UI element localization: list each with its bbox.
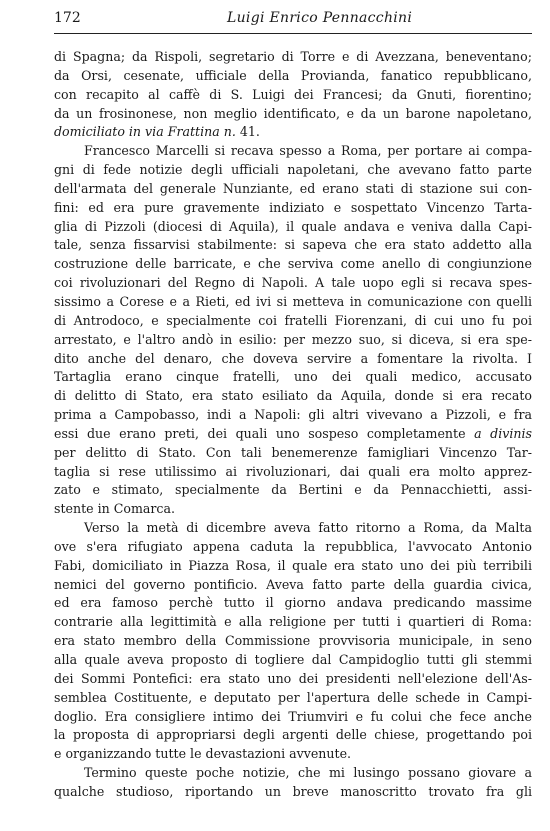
text-line: contrarie alla legittimità e alla religione per tutti i quartieri di Roma: bbox=[54, 614, 532, 630]
text-line: doglio. Era consigliere intimo dei Triumviri e fu colui che fece anche bbox=[54, 708, 532, 724]
page-number: 172 bbox=[54, 10, 81, 26]
text-line: nemici del governo pontificio. Aveva fatto parte della guardia civica, bbox=[54, 576, 532, 592]
text-line: di Spagna; da Rispoli, segretario di Torre e di Avezzana, beneventano; bbox=[54, 49, 532, 64]
text-line: da un frosinonese, non meglio identificato, e da un barone napoletano, bbox=[54, 105, 532, 121]
text-line: prima a Campobasso, indi a Napoli: gli altri vivevano a Pizzoli, e fra bbox=[54, 407, 532, 423]
text-line: Verso la metà di dicembre aveva fatto ritorno a Roma, da Malta bbox=[84, 520, 532, 536]
text-line: fini: ed era pure gravemente indiziato e sospettato Vincenzo Tarta- bbox=[54, 199, 532, 215]
text-line: ed era famoso perchè tutto il giorno andava predicando massime bbox=[54, 595, 532, 611]
text-line: ove s'era rifugiato appena caduta la repubblica, l'avvocato Antonio bbox=[54, 538, 532, 554]
running-title: Luigi Enrico Pennacchini bbox=[227, 10, 413, 26]
text-line: di Antrodoco, e specialmente coi fratelli Fiorenzani, di cui uno fu poi bbox=[54, 312, 532, 328]
text-line: dell'armata del generale Nunziante, ed erano stati di stazione sui con- bbox=[54, 180, 532, 196]
body-text bbox=[54, 48, 532, 802]
text-line: Francesco Marcelli si recava spesso a Roma, per portare ai compa- bbox=[84, 143, 532, 159]
text-line: taglia si rese utilissimo ai rivoluzionari, dai quali era molto apprez- bbox=[54, 463, 532, 479]
text-line: per delitto di Stato. Con tali benemerenze famigliari Vincenzo Tar- bbox=[54, 444, 532, 460]
text-line: qualche studioso, riportando un breve manoscritto trovato fra gli bbox=[54, 783, 532, 799]
text-line: coi rivoluzionari del Regno di Napoli. A tale uopo egli si recava spes- bbox=[54, 275, 532, 291]
text-line: era stato membro della Commissione provvisoria municipale, in seno bbox=[54, 633, 532, 649]
text-line: costruzione delle barricate, e che serviva come anello di congiunzione bbox=[54, 256, 532, 272]
text-line: essi due erano preti, dei quali uno sospeso completamente a divinis bbox=[54, 425, 532, 441]
text-line: tale, senza fissarvisi stabilmente: si sapeva che era stato addetto alla bbox=[54, 237, 532, 253]
text-line: con recapito al caffè di S. Luigi dei Francesi; da Gnuti, fiorentino; bbox=[54, 86, 532, 102]
text-line: di delitto di Stato, era stato esiliato da Aquila, donde si era recato bbox=[54, 388, 532, 404]
running-head bbox=[54, 6, 538, 30]
text-line: zato e stimato, specialmente da Bertini e da Pennacchietti, assi- bbox=[54, 482, 532, 498]
text-line: Tartaglia erano cinque fratelli, uno dei quali medico, accusato bbox=[54, 369, 532, 385]
text-line: alla quale aveva proposto di togliere dal Campidoglio tutti gli stemmi bbox=[54, 652, 532, 667]
text-line: glia di Pizzoli (diocesi di Aquila), il quale andava e veniva dalla Capi- bbox=[54, 218, 532, 234]
text-line: arrestato, e l'altro andò in esilio: per mezzo suo, si diceva, si era spe- bbox=[54, 331, 532, 347]
text-line: domiciliato in via Frattina n. 41. bbox=[54, 124, 260, 140]
text-line: da Orsi, cesenate, ufficiale della Provianda, fanatico repubblicano, bbox=[54, 67, 532, 83]
header-rule bbox=[54, 33, 532, 34]
text-line: e organizzando tutte le devastazioni avvenute. bbox=[54, 746, 352, 762]
text-line: dito anche del denaro, che doveva servire a fomentare la rivolta. I bbox=[54, 350, 532, 366]
text-line: stente in Comarca. bbox=[54, 501, 175, 517]
text-line: dei Sommi Pontefici: era stato uno dei presidenti nell'elezione dell'As- bbox=[54, 670, 532, 686]
book-page bbox=[54, 6, 538, 799]
text-line: sissimo a Corese e a Rieti, ed ivi si metteva in comunicazione con quelli bbox=[54, 293, 532, 309]
text-line: Termino queste poche notizie, che mi lusingo possano giovare a bbox=[84, 765, 532, 781]
text-line: Fabi, domiciliato in Piazza Rosa, il quale era stato uno dei più terribili bbox=[54, 557, 532, 573]
text-line: la proposta di appropriarsi degli argenti delle chiese, progettando poi bbox=[54, 727, 532, 743]
text-line: semblea Costituente, e deputato per l'apertura delle schede in Campi- bbox=[54, 689, 532, 705]
text-line: gni di fede notizie degli ufficiali napoletani, che avevano fatto parte bbox=[54, 162, 532, 178]
